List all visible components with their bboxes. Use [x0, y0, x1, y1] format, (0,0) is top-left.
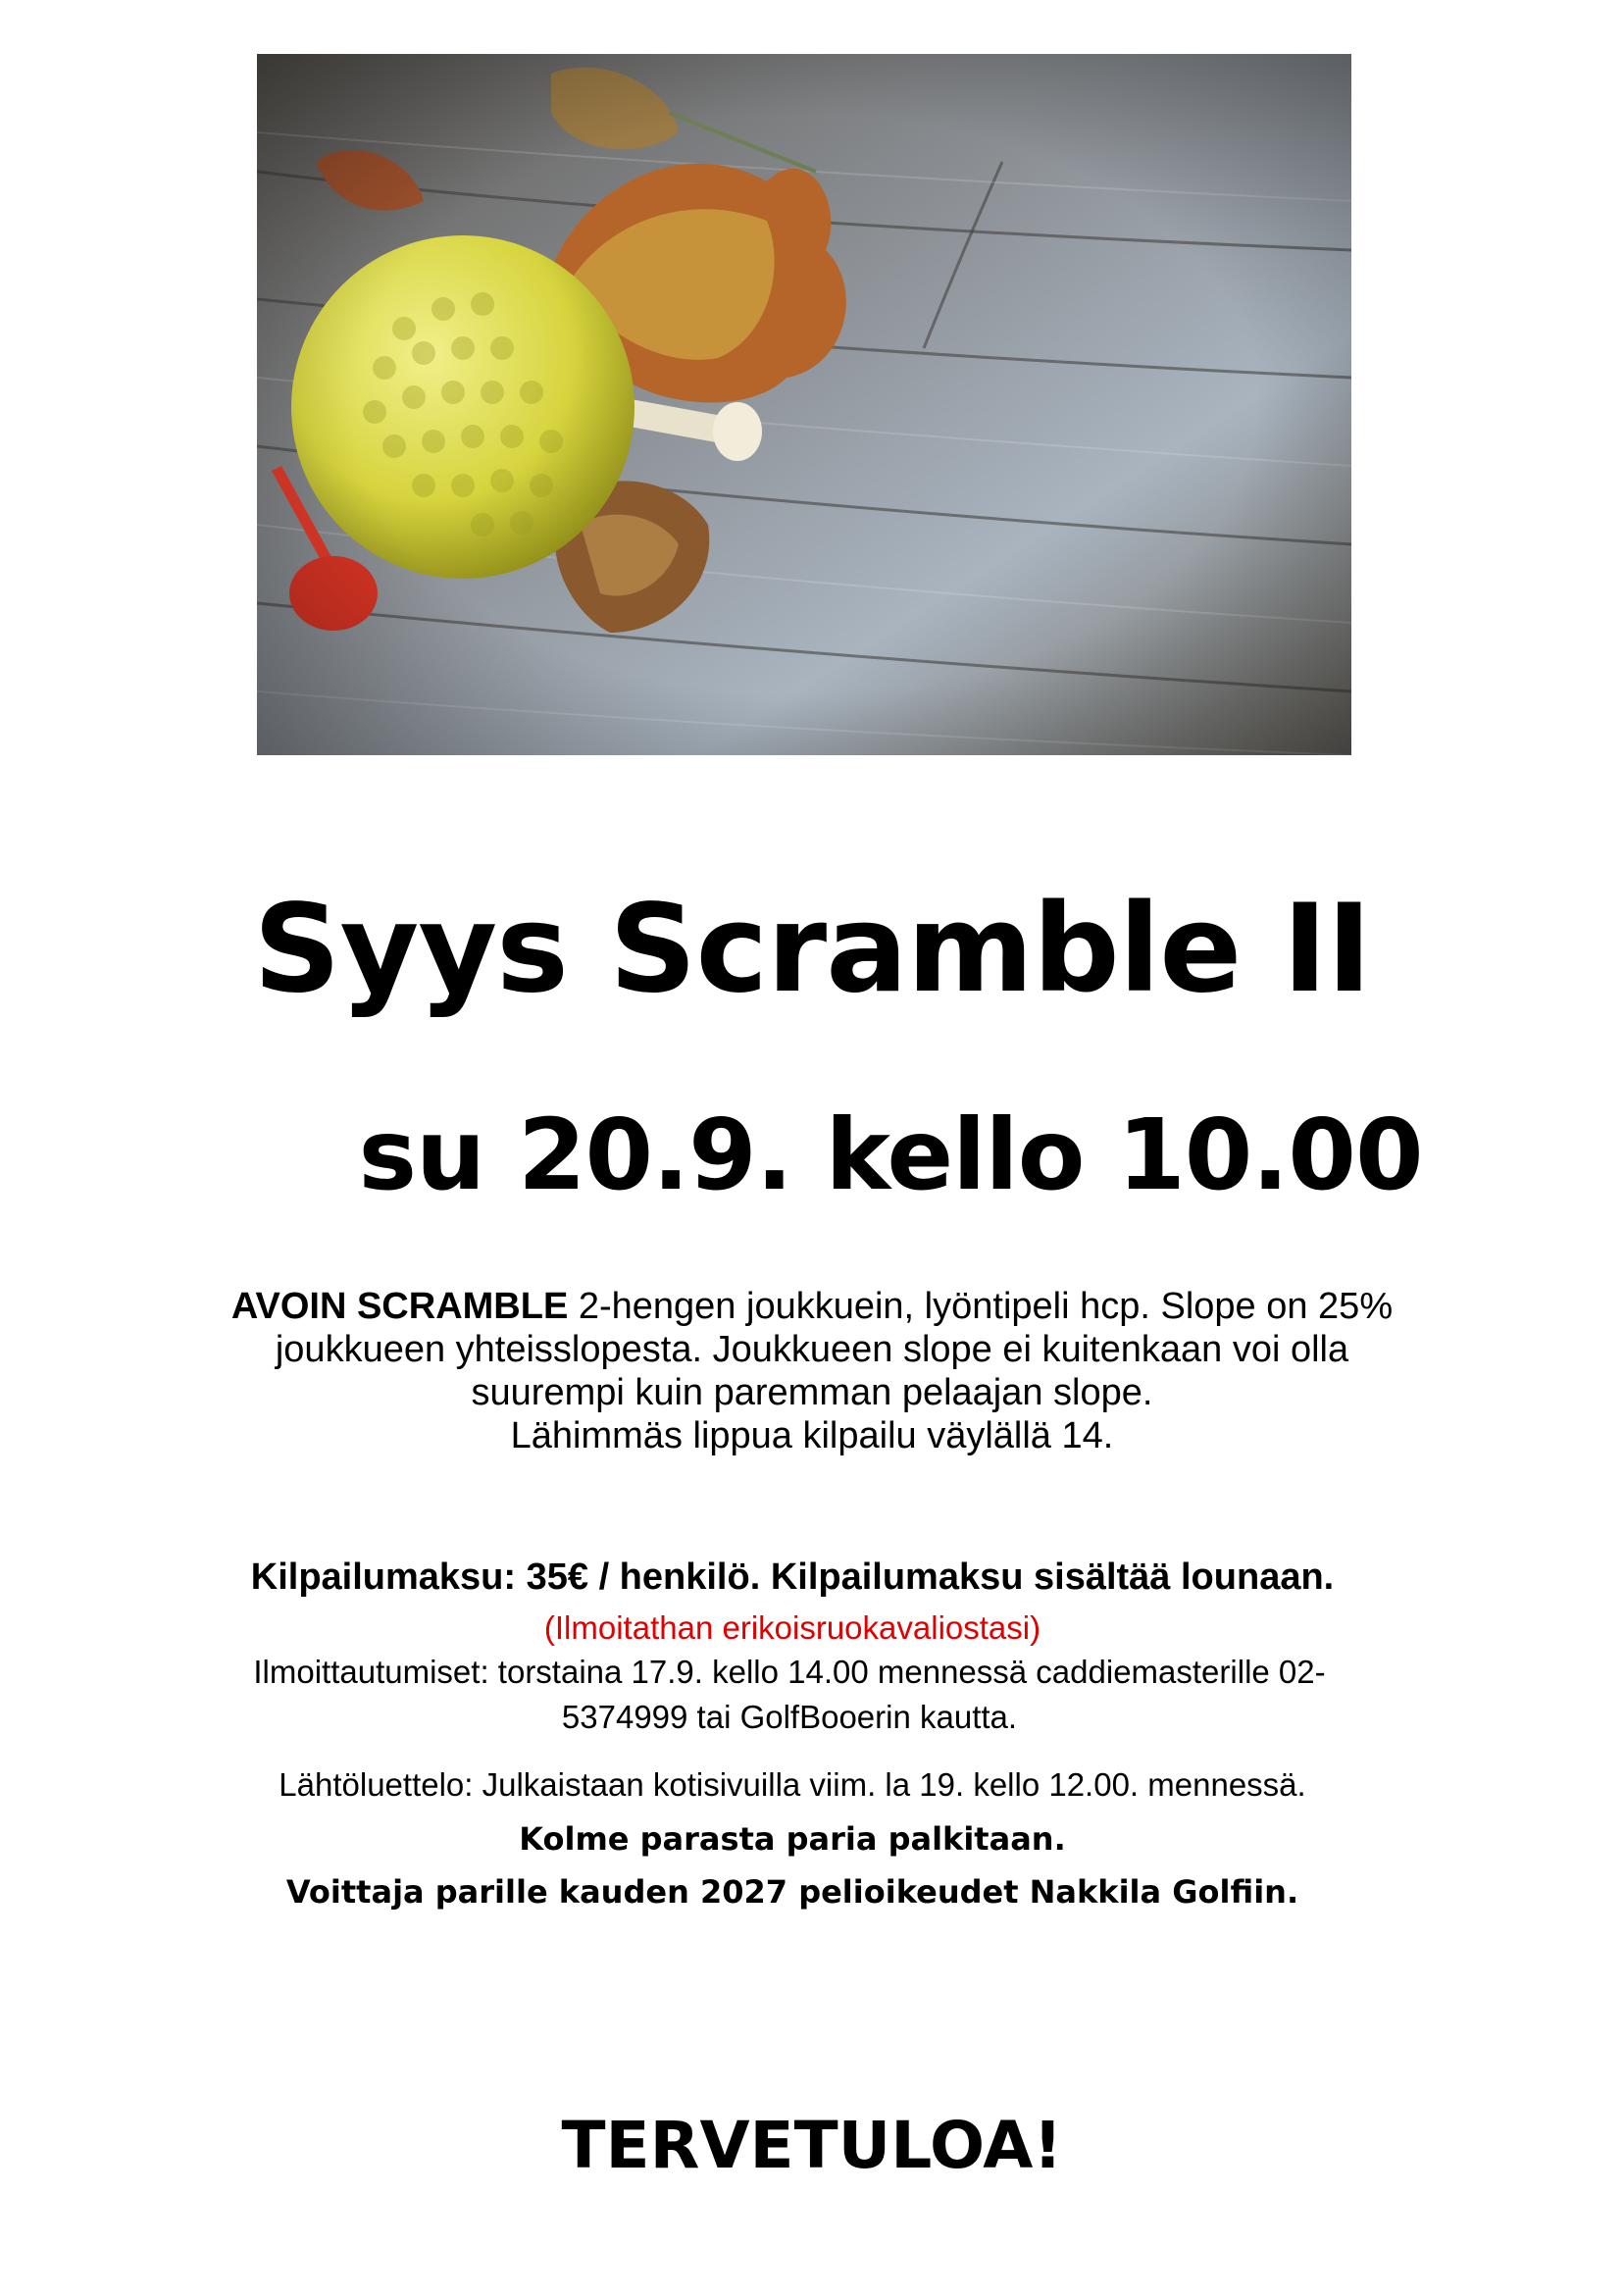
description-line-4: Lähimmäs lippua kilpailu väylällä 14.	[510, 1415, 1114, 1456]
prize-line-2: Voittaja parille kauden 2027 pelioikeudet Nakkila Golfiin.	[285, 1873, 1299, 1911]
description-line-2: joukkueen yhteisslopesta. Joukkueen slope ei kuitenkaan voi olla	[275, 1329, 1349, 1370]
registration-line-2: 5374999 tai GolfBooerin kautta.	[561, 1699, 1018, 1735]
golf-ball-leaves-illustration	[257, 54, 1351, 755]
entry-fee: Kilpailumaksu: 35€ / henkilö. Kilpailumaksu sisältää lounaan.	[250, 1556, 1335, 1598]
description-lead: AVOIN SCRAMBLE	[230, 1286, 569, 1327]
event-date: su 20.9. kello 10.00	[358, 1097, 1423, 1212]
prize-line-1: Kolme parasta paria palkitaan.	[519, 1820, 1066, 1858]
event-title: Syys Scramble II	[253, 879, 1371, 1020]
description-line-3: suurempi kuin paremman pelaajan slope.	[471, 1372, 1153, 1413]
diet-note: (Ilmoitathan erikoisruokavaliostasi)	[543, 1609, 1041, 1646]
description-line-1	[59, 1285, 1565, 1328]
description-line-1-rest: 2-hengen joukkuein, lyöntipeli hcp. Slope on 25%	[568, 1286, 1394, 1327]
registration-info	[88, 1650, 1491, 1740]
event-description	[59, 1285, 1565, 1457]
registration-line-1: Ilmoittautumiset: torstaina 17.9. kello 14.00 mennessä caddiemasterille 02-	[253, 1654, 1326, 1690]
hero-photo	[257, 54, 1351, 755]
welcome-text: TERVETULOA!	[561, 2108, 1063, 2183]
start-list-info: Lähtöluettelo: Julkaistaan kotisivuilla viim. la 19. kello 12.00. mennessä.	[279, 1766, 1306, 1803]
